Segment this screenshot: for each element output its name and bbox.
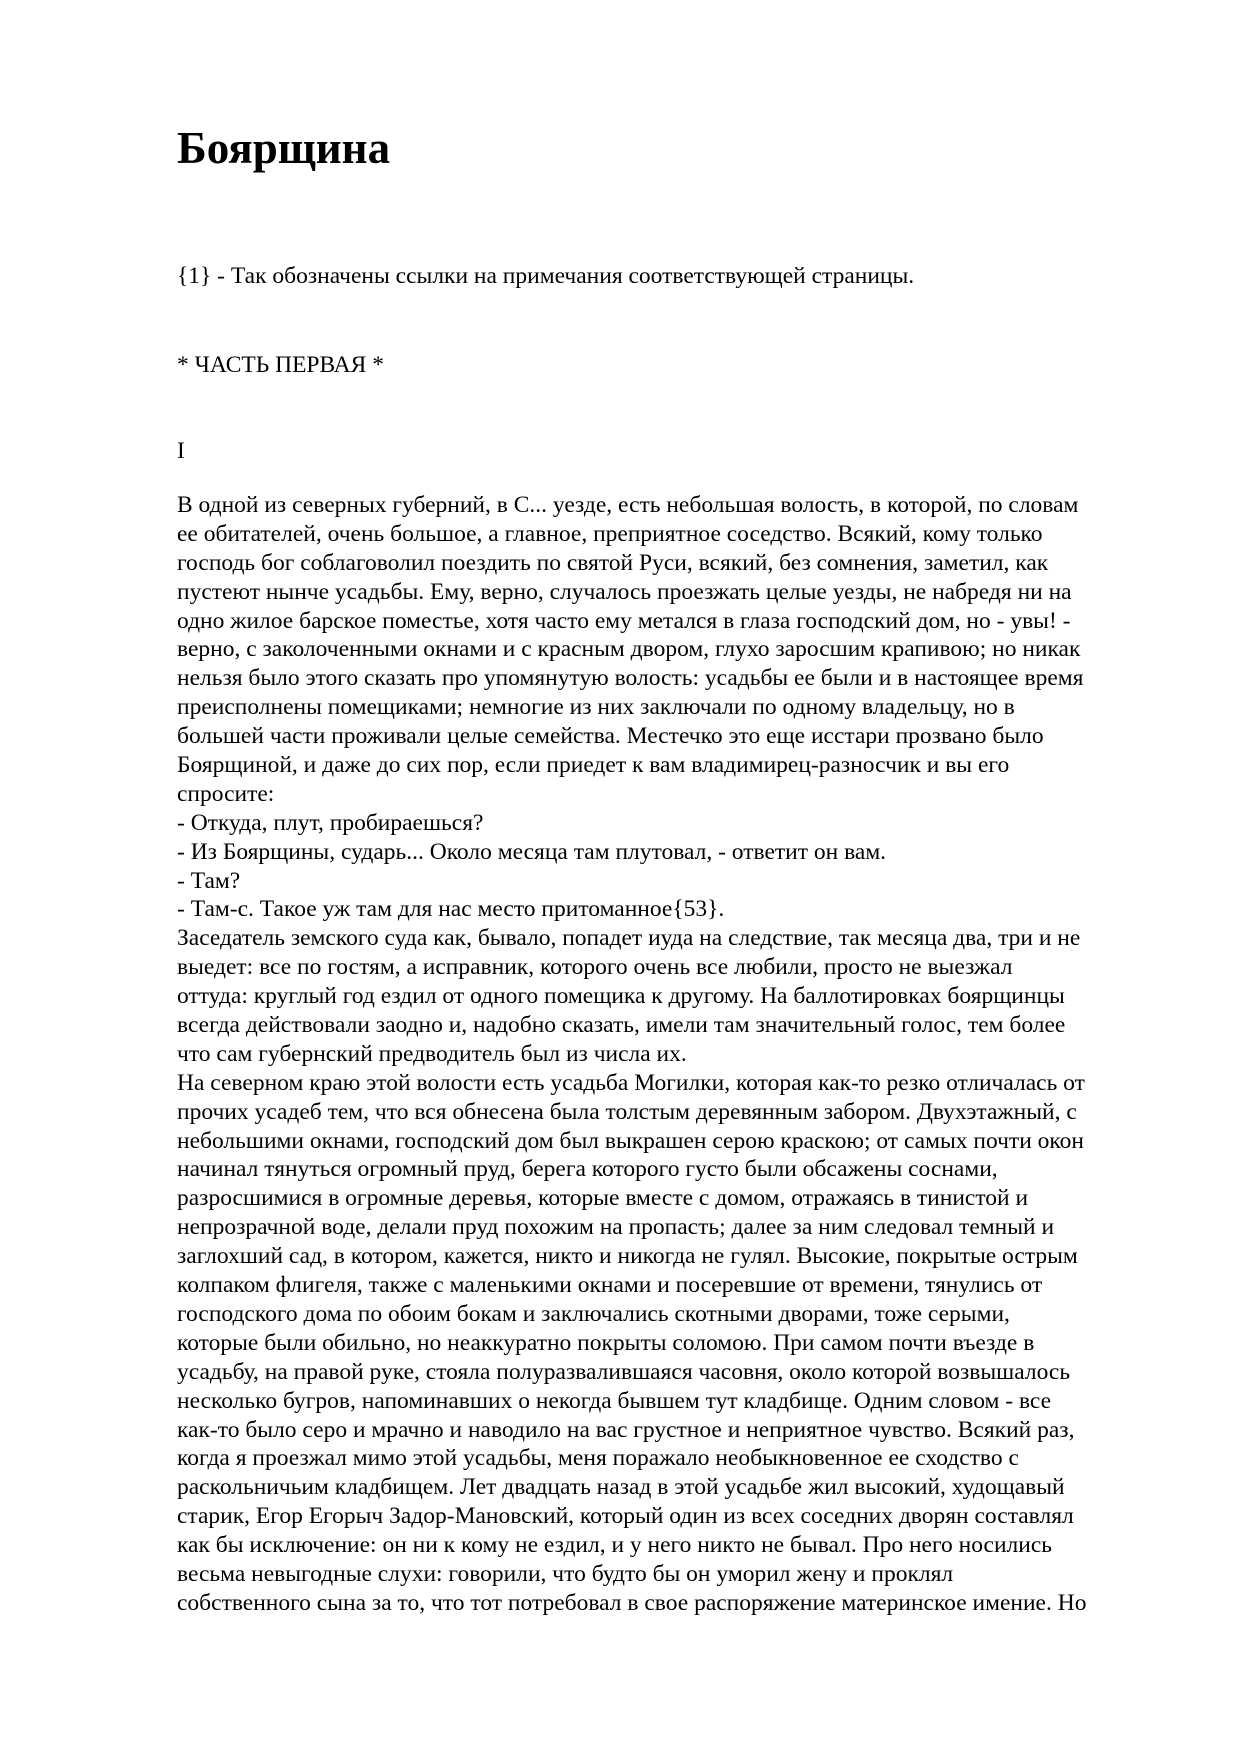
text-line: собственного сына за то, что тот потребовал в свое распоряжение материнское имение. Но xyxy=(177,1589,1087,1616)
text-line: несколько бугров, напоминавших о некогда бывшем тут кладбище. Одним словом - все xyxy=(177,1387,1052,1414)
text-line: большей части проживали целые семейства. Местечко это еще исстари прозвано было xyxy=(177,723,1044,750)
text-line: что сам губернский предводитель был из числа их. xyxy=(177,1040,687,1067)
text-line: преисполнены помещиками; немногие из них заключали по одному владельцу, но в xyxy=(177,694,1015,721)
body-text xyxy=(177,491,1177,1618)
text-line: прочих усадеб тем, что вся обнесена была толстым деревянным забором. Двухэтажный, с xyxy=(177,1098,1077,1125)
text-line: старик, Егор Егорыч Задор-Мановский, который один из всех соседних дворян составлял xyxy=(177,1503,1074,1530)
text-line: господь бог соблаговолил поездить по святой Руси, всякий, без сомнения, заметил, как xyxy=(177,549,1049,576)
part-heading: * ЧАСТЬ ПЕРВАЯ * xyxy=(177,352,384,378)
dialogue-line: - Там? xyxy=(177,867,241,894)
text-line: оттуда: круглый год ездил от одного помещика к другому. На баллотировках боярщинцы xyxy=(177,983,1065,1010)
text-line: господского дома по обоим бокам и заключались скотными дворами, тоже серыми, xyxy=(177,1300,1010,1327)
text-line: верно, с заколоченными окнами и с красным двором, глухо заросшим крапивою; но никак xyxy=(177,636,1081,663)
text-line: одно жилое барское поместье, хотя часто ему метался в глаза господский дом, но - увы! - xyxy=(177,607,1071,634)
text-line: весьма невыгодные слухи: говорили, что будто бы он уморил жену и проклял xyxy=(177,1560,954,1587)
text-line: раскольничьим кладбищем. Лет двадцать назад в этой усадьбе жил высокий, худощавый xyxy=(177,1474,1065,1501)
text-line: заглохший сад, в котором, кажется, никто и никогда не гулял. Высокие, покрытые острым xyxy=(177,1243,1078,1270)
document-title: Боярщина xyxy=(177,123,391,173)
text-line: Боярщиной, и даже до сих пор, если приедет к вам владимирец-разносчик и вы его xyxy=(177,752,1010,779)
text-line: небольшими окнами, господский дом был выкрашен серою краскою; от самых почти окон xyxy=(177,1127,1084,1154)
text-line: ее обитателей, очень большое, а главное, преприятное соседство. Всякий, кому только xyxy=(177,520,1043,547)
text-line: начинал тянуться огромный пруд, берега которого густо были обсажены соснами, xyxy=(177,1156,998,1183)
dialogue-line: - Там-с. Такое уж там для нас место притоманное{53}. xyxy=(177,896,725,923)
text-line: выедет: все по гостям, а исправник, которого очень все любили, просто не выезжал xyxy=(177,954,1013,981)
text-line: спросите: xyxy=(177,780,275,807)
text-line: как бы исключение: он ни к кому не ездил, и у него никто не бывал. Про него носились xyxy=(177,1532,1052,1559)
dialogue-line: - Откуда, плут, пробираешься? xyxy=(177,809,484,836)
text-line: всегда действовали заодно и, надобно сказать, имели там значительный голос, тем более xyxy=(177,1012,1066,1039)
text-line: нельзя было этого сказать про упомянутую волость: усадьбы ее были и в настоящее время xyxy=(177,665,1084,692)
text-line: разросшимися в огромные деревья, которые вместе с домом, отражаясь в тинистой и xyxy=(177,1185,1029,1212)
text-line: колпаком флигеля, также с маленькими окнами и посеревшие от времени, тянулись от xyxy=(177,1272,1043,1299)
text-line: как-то было серо и мрачно и наводило на вас грустное и неприятное чувство. Всякий раз, xyxy=(177,1416,1075,1443)
text-line: которые были обильно, но неаккуратно покрыты соломою. При самом почти въезде в xyxy=(177,1329,1035,1356)
text-line: непрозрачной воде, делали пруд похожим на пропасть; далее за ним следовал темный и xyxy=(177,1214,1055,1241)
text-line: усадьбу, на правой руке, стояла полуразвалившаяся часовня, около которой возвышалось xyxy=(177,1358,1071,1385)
text-line: Заседатель земского суда как, бывало, попадет иуда на следствие, так месяца два, три и не xyxy=(177,925,1081,952)
text-line: пустеют нынче усадьбы. Ему, верно, случалось проезжать целые уезды, не набредя ни на xyxy=(177,578,1072,605)
footnote-explanation: {1} - Так обозначены ссылки на примечания соответствующей страницы. xyxy=(177,263,915,289)
dialogue-line: - Из Боярщины, сударь... Около месяца там плутовал, - ответит он вам. xyxy=(177,838,887,865)
chapter-heading: I xyxy=(177,438,185,464)
text-line: На северном краю этой волости есть усадьба Могилки, которая как-то резко отличалась от xyxy=(177,1069,1085,1096)
text-line: В одной из северных губерний, в С... уезде, есть небольшая волость, в которой, по словам xyxy=(177,492,1079,518)
text-line: когда я проезжал мимо этой усадьбы, меня поражало необыкновенное ее сходство с xyxy=(177,1445,1019,1472)
